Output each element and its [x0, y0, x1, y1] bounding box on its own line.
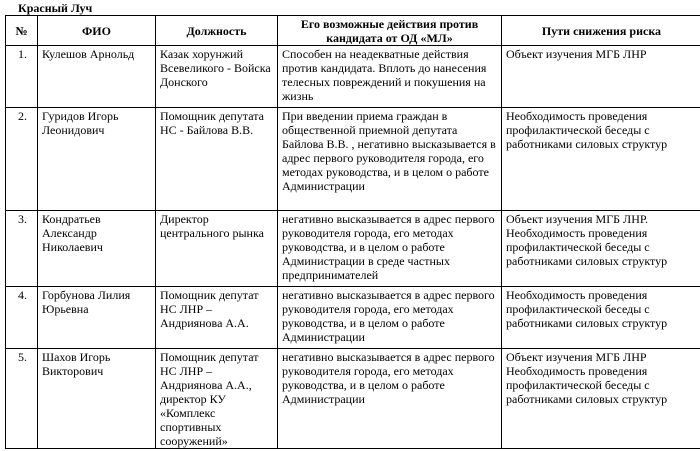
header-risk-mitigation: Пути снижения риска: [502, 16, 700, 46]
header-full-name: ФИО: [38, 16, 156, 46]
cell-mitigation: Объект изучения МГБ ЛНР Необходимость проведения профилактической беседы с работниками силовых структур: [502, 349, 700, 449]
cell-number: 3.: [6, 211, 38, 287]
table-row: [6, 287, 700, 349]
cell-full-name: Шахов Игорь Викторович: [38, 349, 156, 449]
header-position: Должность: [156, 16, 278, 46]
table-header-row: [6, 16, 700, 46]
cell-number: 5.: [6, 349, 38, 449]
cell-position: Директор центрального рынка: [156, 211, 278, 287]
cell-position: Помощник депутата НС - Байлова В.В.: [156, 108, 278, 211]
header-number: №: [6, 16, 38, 46]
risk-table: [5, 15, 700, 449]
table-row: [6, 108, 700, 211]
cell-mitigation: Объект изучения МГБ ЛНР. Необходимость проведения профилактической беседы с работниками силовых структур: [502, 211, 700, 287]
cell-actions: негативно высказывается в адрес первого руководителя города, его методах руководства, и в целом о работе Администрации: [278, 349, 502, 449]
cell-full-name: Гуридов Игорь Леонидович: [38, 108, 156, 211]
cell-position: Помощник депутат НС ЛНР – Андриянова А.А.: [156, 287, 278, 349]
header-possible-actions: Его возможные действия против кандидата от ОД «МЛ»: [278, 16, 502, 46]
cell-position: Казак хорунжий Всевеликого - Войска Донского: [156, 46, 278, 108]
cell-position: Помощник депутат НС ЛНР – Андриянова А.А., директор КУ «Комплекс спортивных сооружений»: [156, 349, 278, 449]
cell-mitigation: Необходимость проведения профилактической беседы с работниками силовых структур: [502, 108, 700, 211]
document-title: Красный Луч: [18, 1, 93, 15]
cell-mitigation: Необходимость проведения профилактической беседы с работниками силовых структур: [502, 287, 700, 349]
cell-number: 4.: [6, 287, 38, 349]
cell-actions: негативно высказывается в адрес первого руководителя города, его методах руководства, и в целом о работе Администрации: [278, 287, 502, 349]
table-row: [6, 211, 700, 287]
cell-number: 1.: [6, 46, 38, 108]
cell-number: 2.: [6, 108, 38, 211]
table-row: [6, 46, 700, 108]
table-row: [6, 349, 700, 449]
cell-full-name: Горбунова Лилия Юрьевна: [38, 287, 156, 349]
cell-actions: негативно высказывается в адрес первого руководителя города, его методах руководства, и в целом о работе Администрации в среде частных предпринимателей: [278, 211, 502, 287]
cell-actions: Способен на неадекватные действия против кандидата. Вплоть до нанесения телесных повреждений и покушения на жизнь: [278, 46, 502, 108]
cell-mitigation: Объект изучения МГБ ЛНР: [502, 46, 700, 108]
cell-actions: При введении приема граждан в общественной приемной депутата Байлова В.В. , негативно высказывается в адрес первого руководителя города, его методах руководства, и в целом о работе Администрации: [278, 108, 502, 211]
cell-full-name: Кондратьев Александр Николаевич: [38, 211, 156, 287]
cell-full-name: Кулешов Арнольд: [38, 46, 156, 108]
